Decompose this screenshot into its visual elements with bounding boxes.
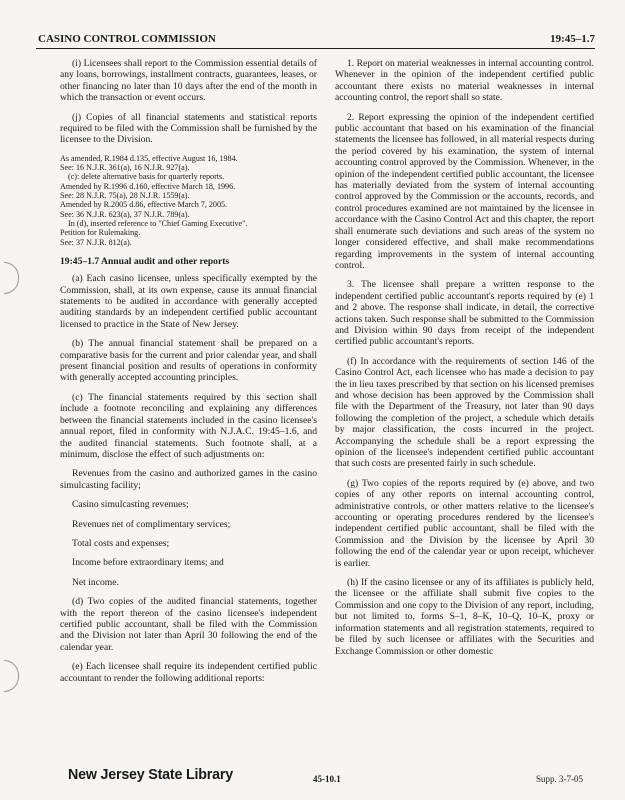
header-section: 19:45–1.7 [550,33,595,45]
history-note: See: 28 N.J.R. 75(a), 28 N.J.R. 1559(a). [60,191,190,201]
history-note: See: 36 N.J.R. 623(a), 37 N.J.R. 789(a). [60,209,190,219]
header-title: CASINO CONTROL COMMISSION [38,33,216,45]
history-note: As amended, R.1984 d.135, effective August 16, 1984. [60,153,238,163]
paragraph-j: (j) Copies of all financial statements and statistical reports required to be filed with the Commission shall be furnished by the licensee to the Division. [60,111,317,146]
report-1: 1. Report on material weaknesses in internal accounting control. Whenever in the opinion of the independent certified public accountant there exists no material weaknesses in internal accounting control, the report shall so state. [335,58,594,104]
history-note: Amended by R.1996 d.160, effective March 18, 1996. [60,181,236,191]
report-3: 3. The licensee shall prepare a written response to the independent certified public accountant's reports required by (e) 1 and 2 above. The response shall indicate, in detail, the corrective actions taken. Such response shall be submitted to the Commission and Division within 90 days from receipt of the independent certified public accountant's reports. [335,279,594,348]
supplement-date: Supp. 3-7-05 [536,774,583,784]
punch-hole-mark [4,660,19,692]
list-text: Income before extraordinary items; and [72,557,224,569]
history-note: See: 16 N.J.R. 361(a), 16 N.J.R. 927(a). [60,163,190,173]
running-header [36,28,595,49]
punch-hole-mark [4,262,19,294]
paragraph-a: (a) Each casino licensee, unless specifically exempted by the Commission, shall, at its own expense, cause its annual financial statements to be audited in accordance with generally accepted auditing standards by an independent certified public accountant licensed to practice in the State of New Jersey. [60,273,317,330]
paragraph-b: (b) The annual financial statement shall be prepared on a comparative basis for the current and prior calendar year, and shall present financial position and results of operations in conformity with generally accepted accounting principles. [60,338,317,384]
history-notes [60,154,317,247]
left-column [60,58,317,692]
paragraph-d: (d) Two copies of the audited financial statements, together with the report thereon of the casino licensee's independent certified public accountant, shall be filed with the Commission and the Division not later than April 30 following the end of the calendar year. [60,596,317,653]
list-item [60,538,317,549]
list-item [60,519,317,530]
list-text: Revenues net of complimentary services; [72,518,231,530]
section-heading: 19:45–1.7 Annual audit and other reports [60,255,230,267]
history-note: (c): delete alternative basis for quarterly reports. [68,172,225,182]
list-text: Net income. [72,576,119,588]
library-stamp: New Jersey State Library [68,766,233,783]
page-footer [60,766,595,792]
paragraph-c: (c) The financial statements required by this section shall include a footnote reconciling and explaining any differences between the financial statements included in the casino licensee's annual report, filed in conformity with N.J.A.C. 19:45–1.6, and the audited financial statements. Such footnote shall, at a minimum, disclose the effect of such adjustments on: [60,391,317,460]
list-item [60,499,317,510]
page-number: 45-10.1 [313,774,341,784]
history-note: Petition for Rulemaking. [60,228,141,238]
history-note: In (d), inserted reference to "Chief Gaming Executive". [68,218,248,228]
history-note: See: 37 N.J.R. 812(a). [60,237,132,247]
paragraph-i: (i) Licensees shall report to the Commission essential details of any loans, borrowings, installment contracts, guarantees, leases, or other financing no later than 10 days after the end of the month in which the transaction or event occurs. [60,58,317,104]
paragraph-g: (g) Two copies of the reports required by (e) above, and two copies of any other reports on internal accounting control, administrative controls, or other matters relative to the licensee's accounting or operating procedures rendered by the licensee's independent certified public accountant, shall be filed with the Commission and the Division by the licensee by April 30 following the end of the calendar year or upon receipt, whichever is earlier. [335,477,594,569]
list-text: Revenues from the casino and authorized games in the casino simulcasting facility; [60,468,317,491]
list-text: Total costs and expenses; [72,537,170,549]
list-item [60,557,317,568]
list-item [60,577,317,588]
history-note: Amended by R.2005 d.86, effective March 7, 2005. [60,200,228,210]
paragraph-f: (f) In accordance with the requirements of section 146 of the Casino Control Act, each licensee who has made a decision to pay the in lieu taxes prescribed by that section on his licensed premises and whose decision has been approved by the Commission shall file with the Department of the Treasury, not later than 90 days following the completion of the project, a schedule which details by major classification, the costs incurred in the project. Accompanying the schedule shall be a report expressing the opinion of the licensee's independent certified public accountant that such costs are presented fairly in such schedule. [335,355,594,470]
right-column [335,58,594,665]
paragraph-e: (e) Each licensee shall require its independent certified public accountant to render the following additional reports: [60,661,317,684]
list-text: Casino simulcasting revenues; [72,499,189,511]
adjustment-list [60,468,317,588]
report-2: 2. Report expressing the opinion of the independent certified public accountant that based on his examination of the financial statements the licensee has followed, in all material respects during the period covered by his examination, the system of internal accounting control approved by the Commission. Whenever, in the opinion of the independent certified public accountant, the licensee has materially deviated from the system of internal accounting control approved by the Commission or the accounts, records, and control procedures examined are not maintained by the licensee in accordance with the Casino Control Act and this chapter, the report shall enumerate such deviations and such areas of the system no longer considered effective, and shall make recommendations regarding improvements in the system of internal accounting control. [335,111,594,271]
paragraph-h: (h) If the casino licensee or any of its affiliates is publicly held, the licensee or the affiliate shall submit five copies to the Commission and one copy to the Division of any report, including, but not limited to, forms S–1, 8–K, 10–Q, 10–K, proxy or information statements and all registration statements, required to be filed by such licensee or affiliates with the Securities and Exchange Commission or other domestic [335,577,594,657]
list-item [60,468,317,491]
